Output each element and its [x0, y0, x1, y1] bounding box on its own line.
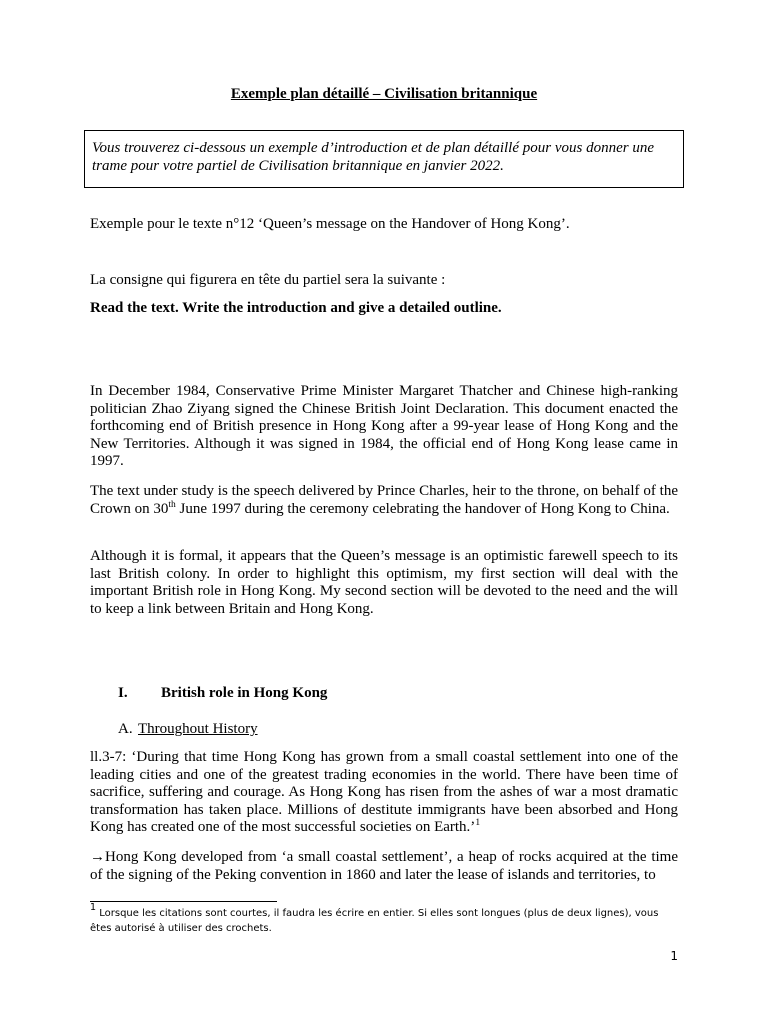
intro-paragraph-2-after: June 1997 during the ceremony celebrating the handover of Hong Kong to China.	[175, 500, 670, 517]
quote-paragraph	[90, 749, 678, 837]
instruction-intro: La consigne qui figurera en tête du partiel sera la suivante :	[90, 272, 446, 288]
instruction: Read the text. Write the introduction and give a detailed outline.	[90, 300, 502, 316]
subsection-letter: A.	[118, 721, 133, 737]
subsection-title: Throughout History	[138, 721, 258, 737]
intro-paragraph-2-before: The text under study is the speech delivered by Prince Charles, heir to the throne, on behalf of the Crown on 30	[90, 483, 678, 517]
intro-paragraph-2	[90, 483, 678, 518]
note-box	[84, 130, 684, 188]
footnote-number: 1	[90, 902, 97, 913]
footnote-text: Lorsque les citations sont courtes, il faudra les écrire en entier. Si elles sont longues (plus de deux lignes), vous êtes autorisé à utiliser des crochets.	[90, 908, 659, 934]
page-number: 1	[670, 949, 678, 963]
document-title: Exemple plan détaillé – Civilisation britannique	[230, 86, 538, 102]
section-number: I.	[118, 685, 128, 701]
intro-paragraph-3: Although it is formal, it appears that the Queen’s message is an optimistic farewell speech to its last British colony. In order to highlight this optimism, my first section will deal with the important British role in Hong Kong. My second section will be devoted to the need and the will to keep a link between Britain and Hong Kong.	[90, 548, 678, 617]
date-superscript: th	[168, 499, 176, 510]
intro-paragraph-1: In December 1984, Conservative Prime Minister Margaret Thatcher and Chinese high-ranking politician Zhao Ziyang signed the Chinese British Joint Declaration. This document enacted the forthcoming end of British presence in Hong Kong after a 99-year lease of Hong Kong and the New Territories. Although it was signed in 1984, the official end of Hong Kong lease came in 1997.	[90, 383, 678, 469]
analysis-paragraph	[90, 849, 678, 884]
footnote-reference: 1	[475, 818, 481, 828]
example-line: Exemple pour le texte n°12 ‘Queen’s message on the Handover of Hong Kong’.	[90, 216, 570, 232]
section-title: British role in Hong Kong	[161, 685, 328, 701]
arrow-icon: →	[90, 849, 105, 865]
quote-text: ll.3-7: ‘During that time Hong Kong has grown from a small coastal settlement into one of the leading cities and one of the greatest trading economies in the world. There have been time of sacrifice, suffering and courage. As Hong Kong has risen from the ashes of war a most dramatic transformation has taken place. Millions of destitute immigrants have been absorbed and Hong Kong has created one of the most successful societies on Earth.’	[90, 749, 678, 835]
footnote	[90, 902, 680, 936]
footnote-divider	[90, 901, 277, 902]
note-box-text: Vous trouverez ci-dessous un exemple d’introduction et de plan détaillé pour vous donner une trame pour votre partiel de Civilisation britannique en janvier 2022.	[92, 140, 654, 174]
analysis-text: Hong Kong developed from ‘a small coastal settlement’, a heap of rocks acquired at the time of the signing of the Peking convention in 1860 and later the lease of islands and territories, to	[90, 849, 678, 883]
